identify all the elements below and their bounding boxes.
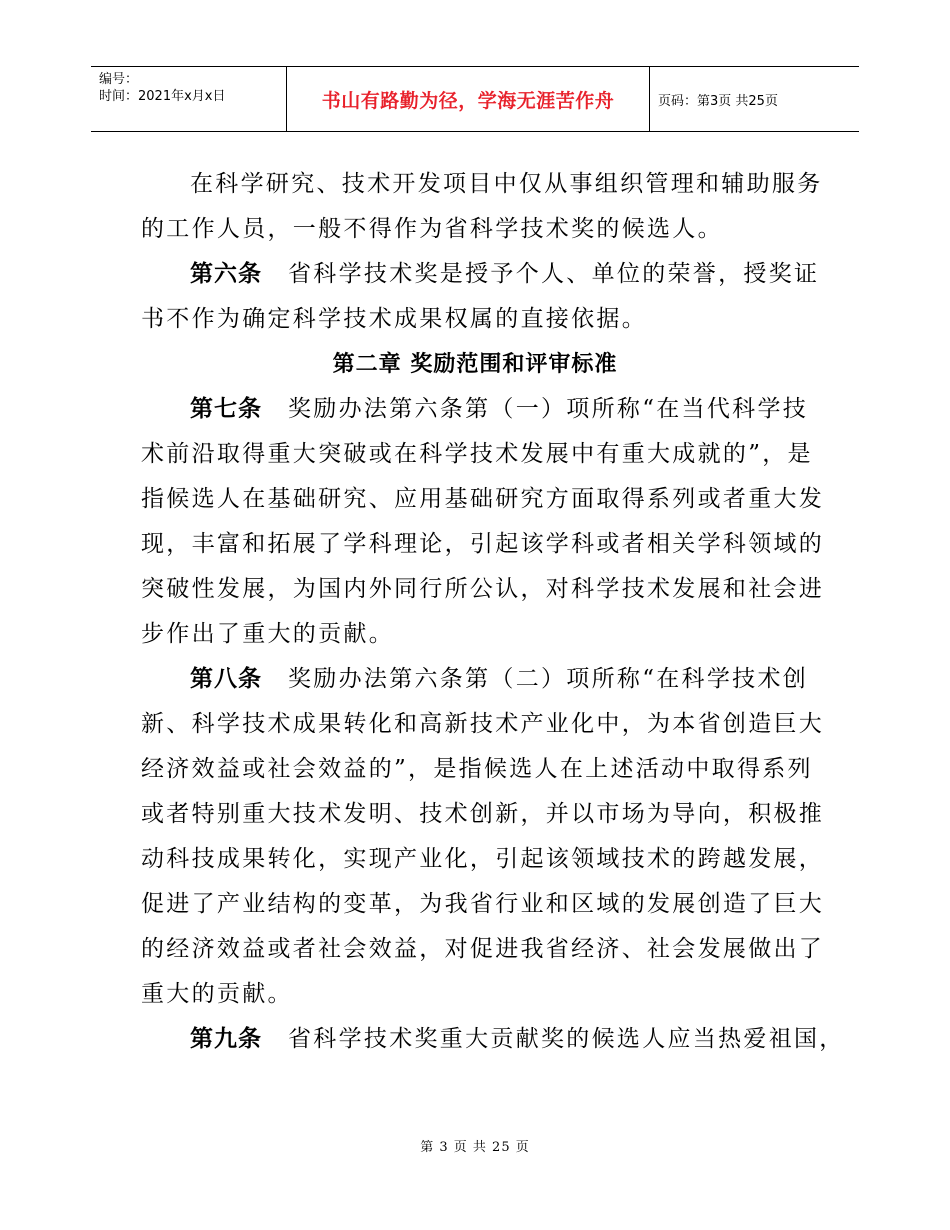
- text-line: [141, 207, 809, 252]
- text-line: [141, 612, 809, 657]
- line-text: 术前沿取得重大突破或在科学技术发展中有重大成就的”，是: [141, 441, 813, 467]
- line-text: 奖励办法第六条第（二）项所称“在科学技术创: [288, 666, 809, 692]
- article-number: 第七条: [190, 396, 262, 422]
- header-motto: 书山有路勤为径，学海无涯苦作舟: [287, 67, 650, 131]
- line-text: 在科学研究、技术开发项目中仅从事组织管理和辅助服务: [190, 171, 823, 197]
- document-body: [141, 162, 845, 1062]
- text-line: [141, 837, 825, 882]
- line-text: 省科学技术奖重大贡献奖的候选人应当热爱祖国，: [288, 1026, 845, 1052]
- page-footer: 第 3 页 共 25 页: [420, 1140, 530, 1155]
- line-text: 的工作人员，一般不得作为省科学技术奖的候选人。: [141, 216, 723, 242]
- text-line: [141, 882, 825, 927]
- text-line: [141, 657, 809, 702]
- line-text: 指候选人在基础研究、应用基础研究方面取得系列或者重大发: [141, 486, 825, 512]
- line-text: 或者特别重大技术发明、技术创新，并以市场为导向，积极推: [141, 801, 825, 827]
- line-text: 书不作为确定科学技术成果权属的直接依据。: [141, 306, 647, 332]
- text-line: [141, 702, 825, 747]
- line-text: 动科技成果转化，实现产业化，引起该领域技术的跨越发展，: [141, 846, 825, 872]
- text-line: [141, 747, 813, 792]
- text-line: [141, 1017, 845, 1062]
- text-line: [141, 162, 823, 207]
- line-text: 新、科学技术成果转化和高新技术产业化中，为本省创造巨大: [141, 711, 825, 737]
- text-line: [141, 522, 825, 567]
- header-page-info: 页码：第3页 共25页: [658, 93, 778, 109]
- article-number: 第八条: [190, 666, 262, 692]
- text-line: [141, 297, 809, 342]
- header-meta: [91, 67, 287, 131]
- article-number: 第九条: [190, 1026, 262, 1052]
- article-number: 第六条: [190, 261, 262, 287]
- text-line: [141, 567, 825, 612]
- date-label: 时间：2021年x月x日: [99, 89, 226, 104]
- text-line: [141, 477, 825, 522]
- line-text: 突破性发展，为国内外同行所公认，对科学技术发展和社会进: [141, 576, 825, 602]
- page-header: [91, 66, 859, 132]
- serial-label: 编号：: [99, 72, 139, 87]
- text-line: [141, 252, 820, 297]
- text-line: [141, 387, 809, 432]
- line-text: 的经济效益或者社会效益，对促进我省经济、社会发展做出了: [141, 936, 825, 962]
- line-text: 促进了产业结构的变革，为我省行业和区域的发展创造了巨大: [141, 891, 825, 917]
- chapter-heading: 第二章 奖励范围和评审标准: [332, 352, 618, 377]
- line-text: 奖励办法第六条第（一）项所称“在当代科学技: [288, 396, 809, 422]
- line-text: 经济效益或社会效益的”，是指候选人在上述活动中取得系列: [141, 756, 813, 782]
- text-line: [141, 792, 825, 837]
- line-text: 现，丰富和拓展了学科理论，引起该学科或者相关学科领域的: [141, 531, 825, 557]
- text-line: [141, 972, 809, 1017]
- text-line: [141, 432, 813, 477]
- line-text: 重大的贡献。: [141, 981, 293, 1007]
- text-line: [141, 927, 825, 972]
- line-text: 省科学技术奖是授予个人、单位的荣誉，授奖证: [288, 261, 820, 287]
- line-text: 步作出了重大的贡献。: [141, 621, 394, 647]
